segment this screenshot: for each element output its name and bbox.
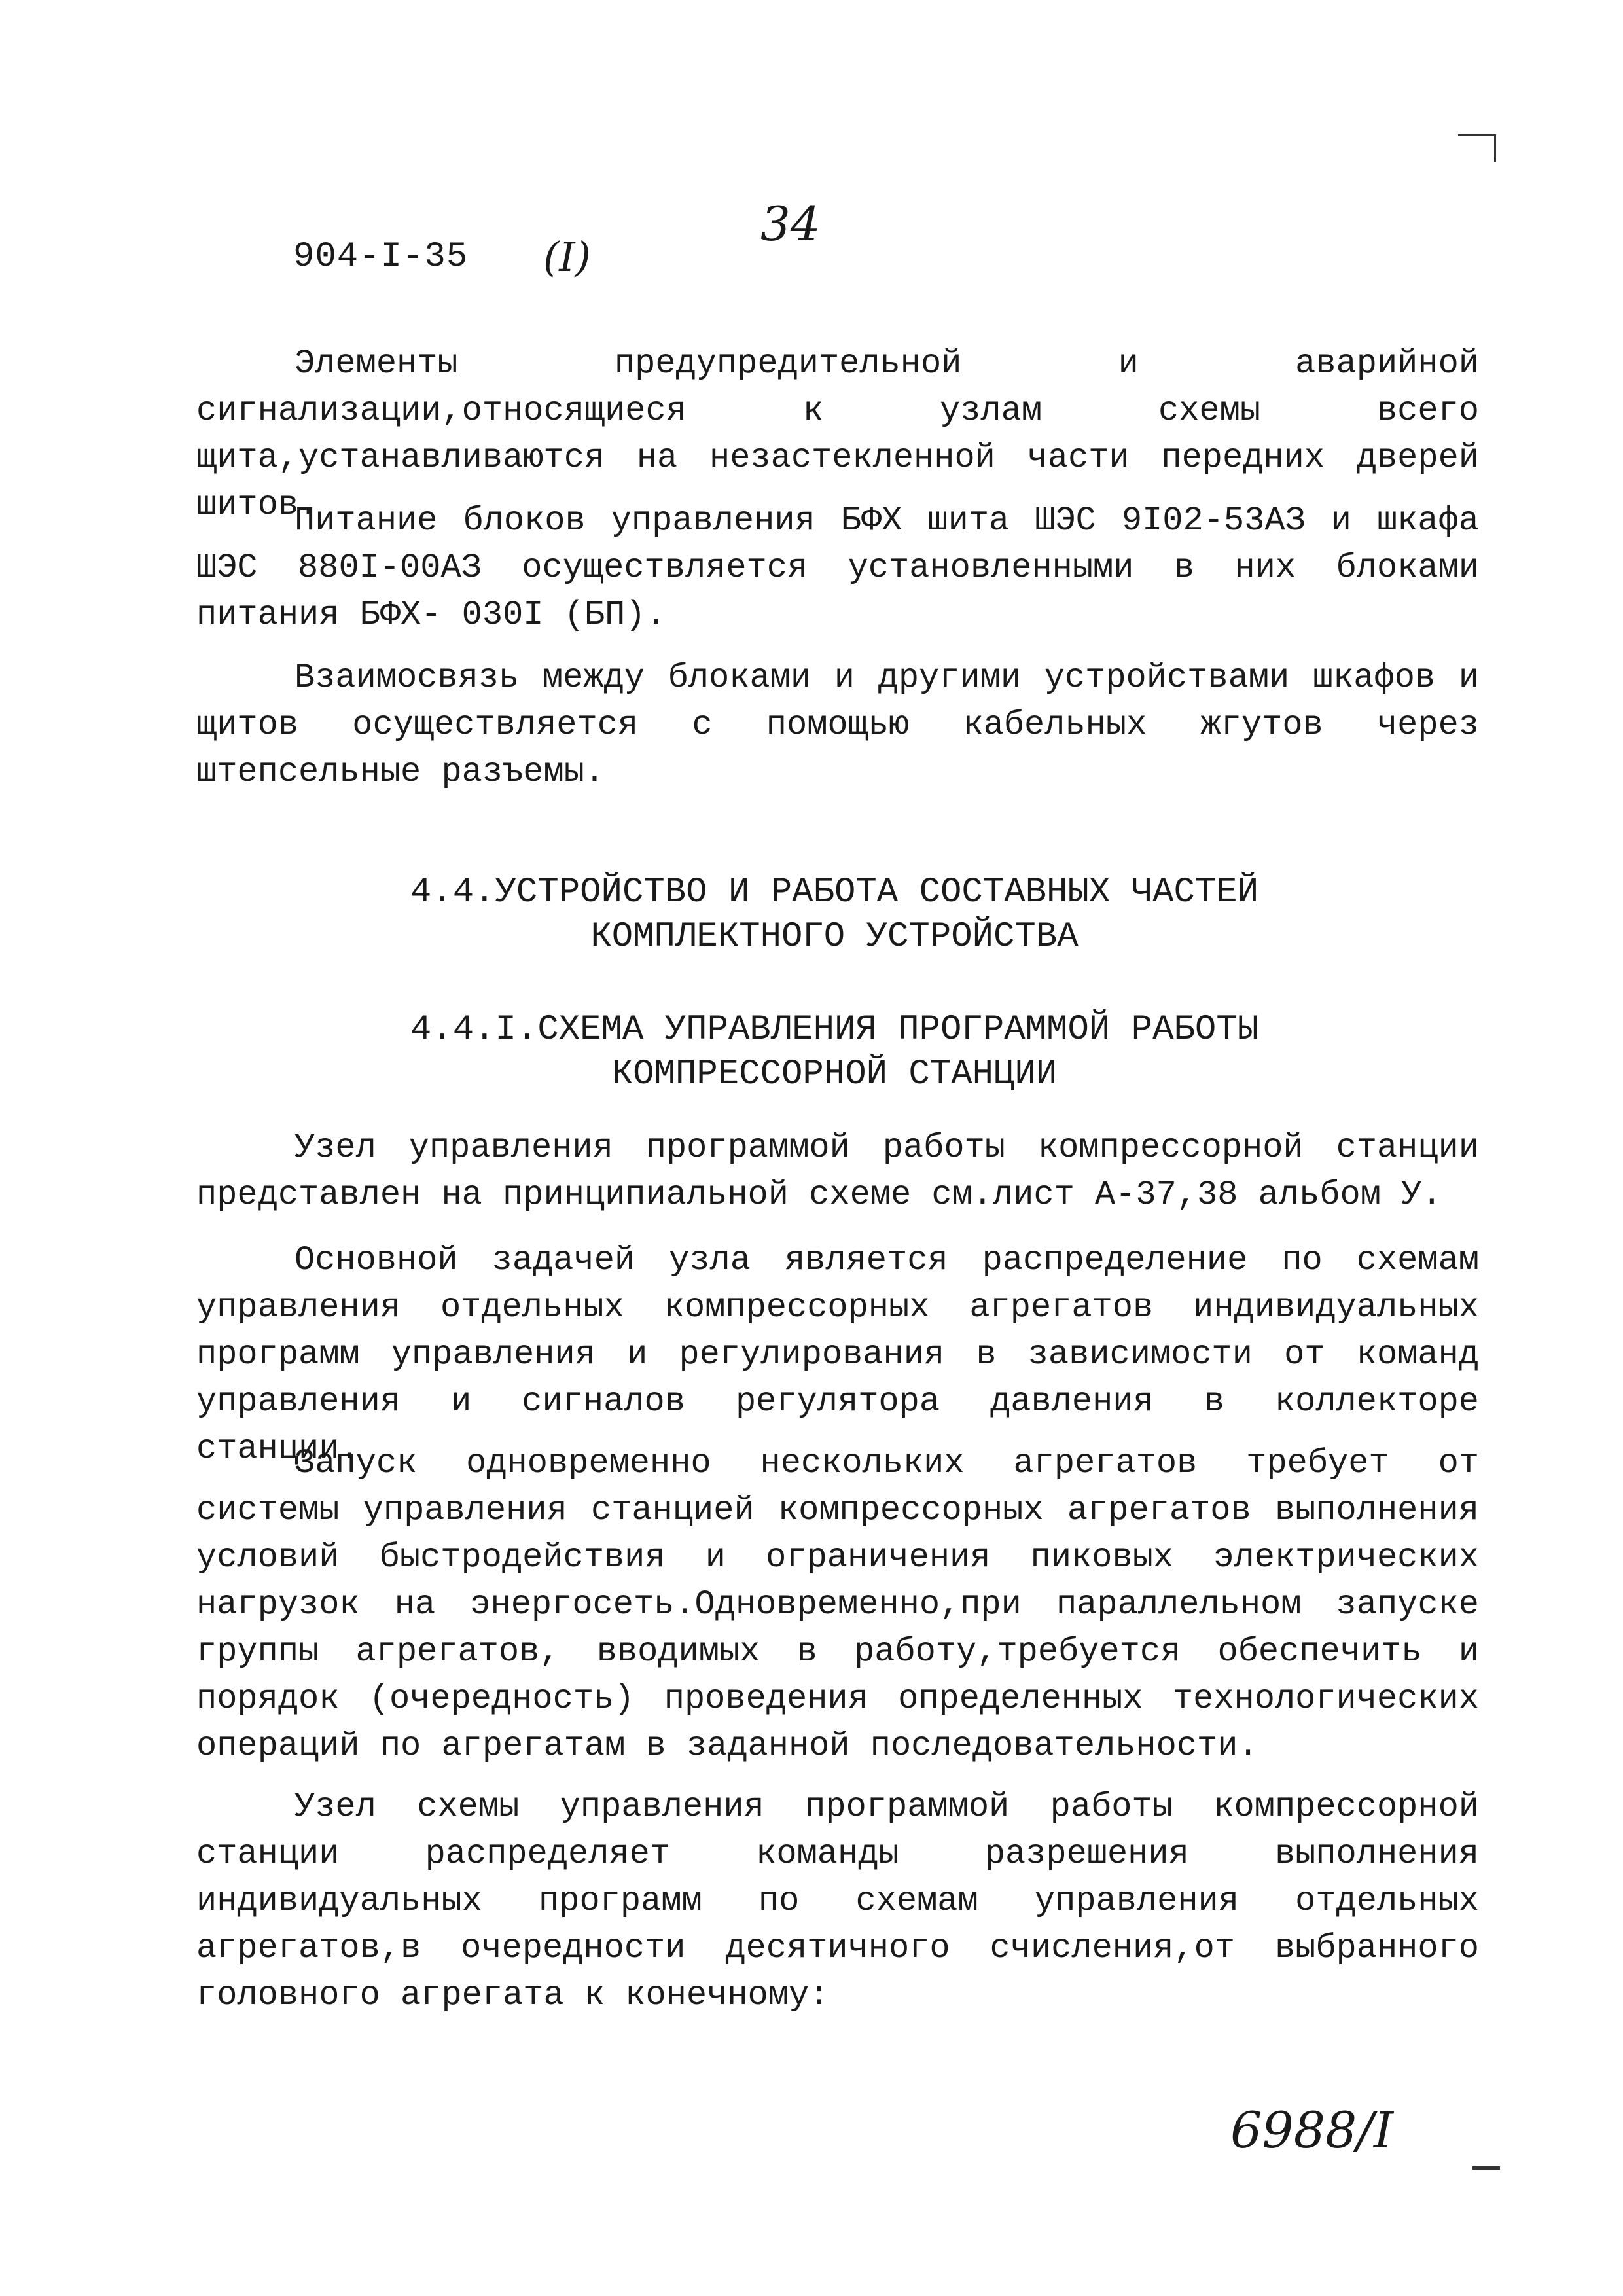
paragraph-power-supply: Питание блоков управления БФХ шита ШЭС 9I02-53АЗ и шкафа ШЭС 880I-00АЗ осуществляется установленными в них блоками питания БФХ- 030I (БП).: [196, 501, 1479, 634]
paragraph-program-node: Узел управления программой работы компрессорной станции представлен на принципиальной схеме см.лист А-37,38 альбом У.: [196, 1128, 1479, 1214]
paragraph-simultaneous-start: Запуск одновременно нескольких агрегатов требует от системы управления станцией компрессорных агрегатов выполнения условий быстродействия и ограничения пиковых электрических нагрузок на энергосеть.Одновременно,при параллельном запуске группы агрегатов, вводимых в работу,требуется обеспечить и порядок (очередность) проведения определенных технологических операций по агрегатам в заданной последовательности.: [196, 1444, 1479, 1765]
section-heading-4-4: [196, 870, 1472, 960]
bottom-dash: [1472, 2166, 1500, 2170]
section-heading-4-4-1-line2: КОМПРЕССОРНОЙ СТАНЦИИ: [611, 1054, 1058, 1094]
archive-number: 6988/I: [1230, 2101, 1394, 2159]
paragraph-signaling: Элементы предупредительной и аварийной сигнализации,относящиеся к узлам схемы всего щита,устанавливаются на незастекленной части передних дверей шитов.: [196, 344, 1479, 524]
paragraph-main-task: Основной задачей узла является распределение по схемам управления отдельных компрессорных агрегатов индивидуальных программ управления и регулирования в зависимости от команд управления и сигналов регулятора давления в коллекторе станции.: [196, 1241, 1479, 1468]
document-variant: (I): [543, 233, 591, 281]
page-number: 34: [760, 196, 821, 251]
paragraph-command-distribution: Узел схемы управления программой работы компрессорной станции распределяет команды разрешения выполнения индивидуальных программ по схемам управления отдельных агрегатов,в очередности десятичного счисления,от выбранного головного агрегата к конечному:: [196, 1787, 1479, 2015]
paragraph-interconnection: Взаимосвязь между блоками и другими устройствами шкафов и щитов осуществляется с помощью кабельных жгутов через штепсельные разъемы.: [196, 658, 1479, 791]
section-heading-4-4-1-line1: 4.4.I.СХЕМА УПРАВЛЕНИЯ ПРОГРАММОЙ РАБОТЫ: [410, 1010, 1259, 1050]
corner-mark: [1458, 134, 1496, 162]
document-code: 904-I-35: [293, 237, 469, 277]
section-heading-4-4-line2: КОМПЛЕКТНОГО УСТРОЙСТВА: [590, 917, 1079, 957]
section-heading-4-4-1: [196, 1008, 1472, 1097]
section-heading-4-4-line1: 4.4.УСТРОЙСТВО И РАБОТА СОСТАВНЫХ ЧАСТЕЙ: [410, 872, 1259, 912]
